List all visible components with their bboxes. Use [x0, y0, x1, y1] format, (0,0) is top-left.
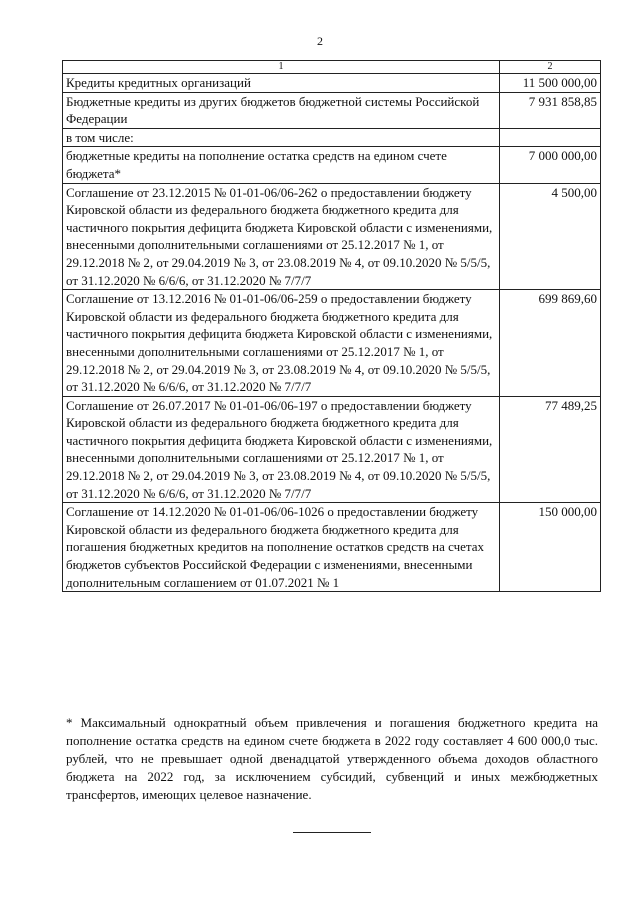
- column-header-2: 2: [500, 61, 601, 74]
- row-amount: 7 931 858,85: [500, 92, 601, 128]
- row-description: в том числе:: [63, 128, 500, 147]
- column-header-1: 1: [63, 61, 500, 74]
- table-row: [63, 128, 601, 147]
- row-description: бюджетные кредиты на пополнение остатка средств на едином счете бюджета*: [63, 147, 500, 183]
- table-header-row: [63, 61, 601, 74]
- row-amount: 150 000,00: [500, 503, 601, 592]
- table-row: [63, 74, 601, 93]
- table-row: [63, 396, 601, 503]
- page-number: 2: [317, 34, 323, 48]
- row-amount: 7 000 000,00: [500, 147, 601, 183]
- row-description: Соглашение от 14.12.2020 № 01-01-06/06-1026 о предоставлении бюджету Кировской области из федерального бюджета бюджетного кредита для погашения бюджетных кредитов на пополнение остатков средств на счетах бюджетов субъектов Российской Федерации с изменениями, внесенными дополнительным соглашением от 01.07.2021 № 1: [63, 503, 500, 592]
- row-description: Бюджетные кредиты из других бюджетов бюджетной системы Российской Федерации: [63, 92, 500, 128]
- table-row: [63, 503, 601, 592]
- table-row: [63, 92, 601, 128]
- row-description: Кредиты кредитных организаций: [63, 74, 500, 93]
- table-row: [63, 183, 601, 290]
- row-description: Соглашение от 26.07.2017 № 01-01-06/06-197 о предоставлении бюджету Кировской области из федерального бюджета бюджетного кредита для частичного покрытия дефицита бюджета Кировской области с изменениями, внесенными дополнительными соглашениями от 25.12.2017 № 1, от 29.12.2018 № 2, от 29.04.2019 № 3, от 23.08.2019 № 4, от 09.10.2020 № 5/5/5, от 31.12.2020 № 6/6/6, от 31.12.2020 № 7/7/7: [63, 396, 500, 503]
- row-description: Соглашение от 13.12.2016 № 01-01-06/06-259 о предоставлении бюджету Кировской области из федерального бюджета бюджетного кредита для частичного покрытия дефицита бюджета Кировской области с изменениями, внесенными дополнительными соглашениями от 25.12.2017 № 1, от 29.12.2018 № 2, от 29.04.2019 № 3, от 23.08.2019 № 4, от 09.10.2020 № 5/5/5, от 31.12.2020 № 6/6/6, от 31.12.2020 № 7/7/7: [63, 290, 500, 397]
- separator-line: [293, 832, 371, 833]
- footnote: * Максимальный однократный объем привлечения и погашения бюджетного кредита на пополнение остатка средств на едином счете бюджета в 2022 году составляет 4 600 000,0 тыс. рублей, что не превышает одной двенадцатой утвержденного объема доходов областного бюджета на 2022 год, за исключением субсидий, субвенций и иных межбюджетных трансфертов, имеющих целевое назначение.: [66, 715, 598, 802]
- row-amount: 4 500,00: [500, 183, 601, 290]
- row-amount: 77 489,25: [500, 396, 601, 503]
- row-amount: [500, 128, 601, 147]
- budget-table: [62, 60, 601, 592]
- row-description: Соглашение от 23.12.2015 № 01-01-06/06-262 о предоставлении бюджету Кировской области из федерального бюджета бюджетного кредита для частичного покрытия дефицита бюджета Кировской области с изменениями, внесенными дополнительными соглашениями от 25.12.2017 № 1, от 29.12.2018 № 2, от 29.04.2019 № 3, от 23.08.2019 № 4, от 09.10.2020 № 5/5/5, от 31.12.2020 № 6/6/6, от 31.12.2020 № 7/7/7: [63, 183, 500, 290]
- table-row: [63, 147, 601, 183]
- row-amount: 11 500 000,00: [500, 74, 601, 93]
- row-amount: 699 869,60: [500, 290, 601, 397]
- table-row: [63, 290, 601, 397]
